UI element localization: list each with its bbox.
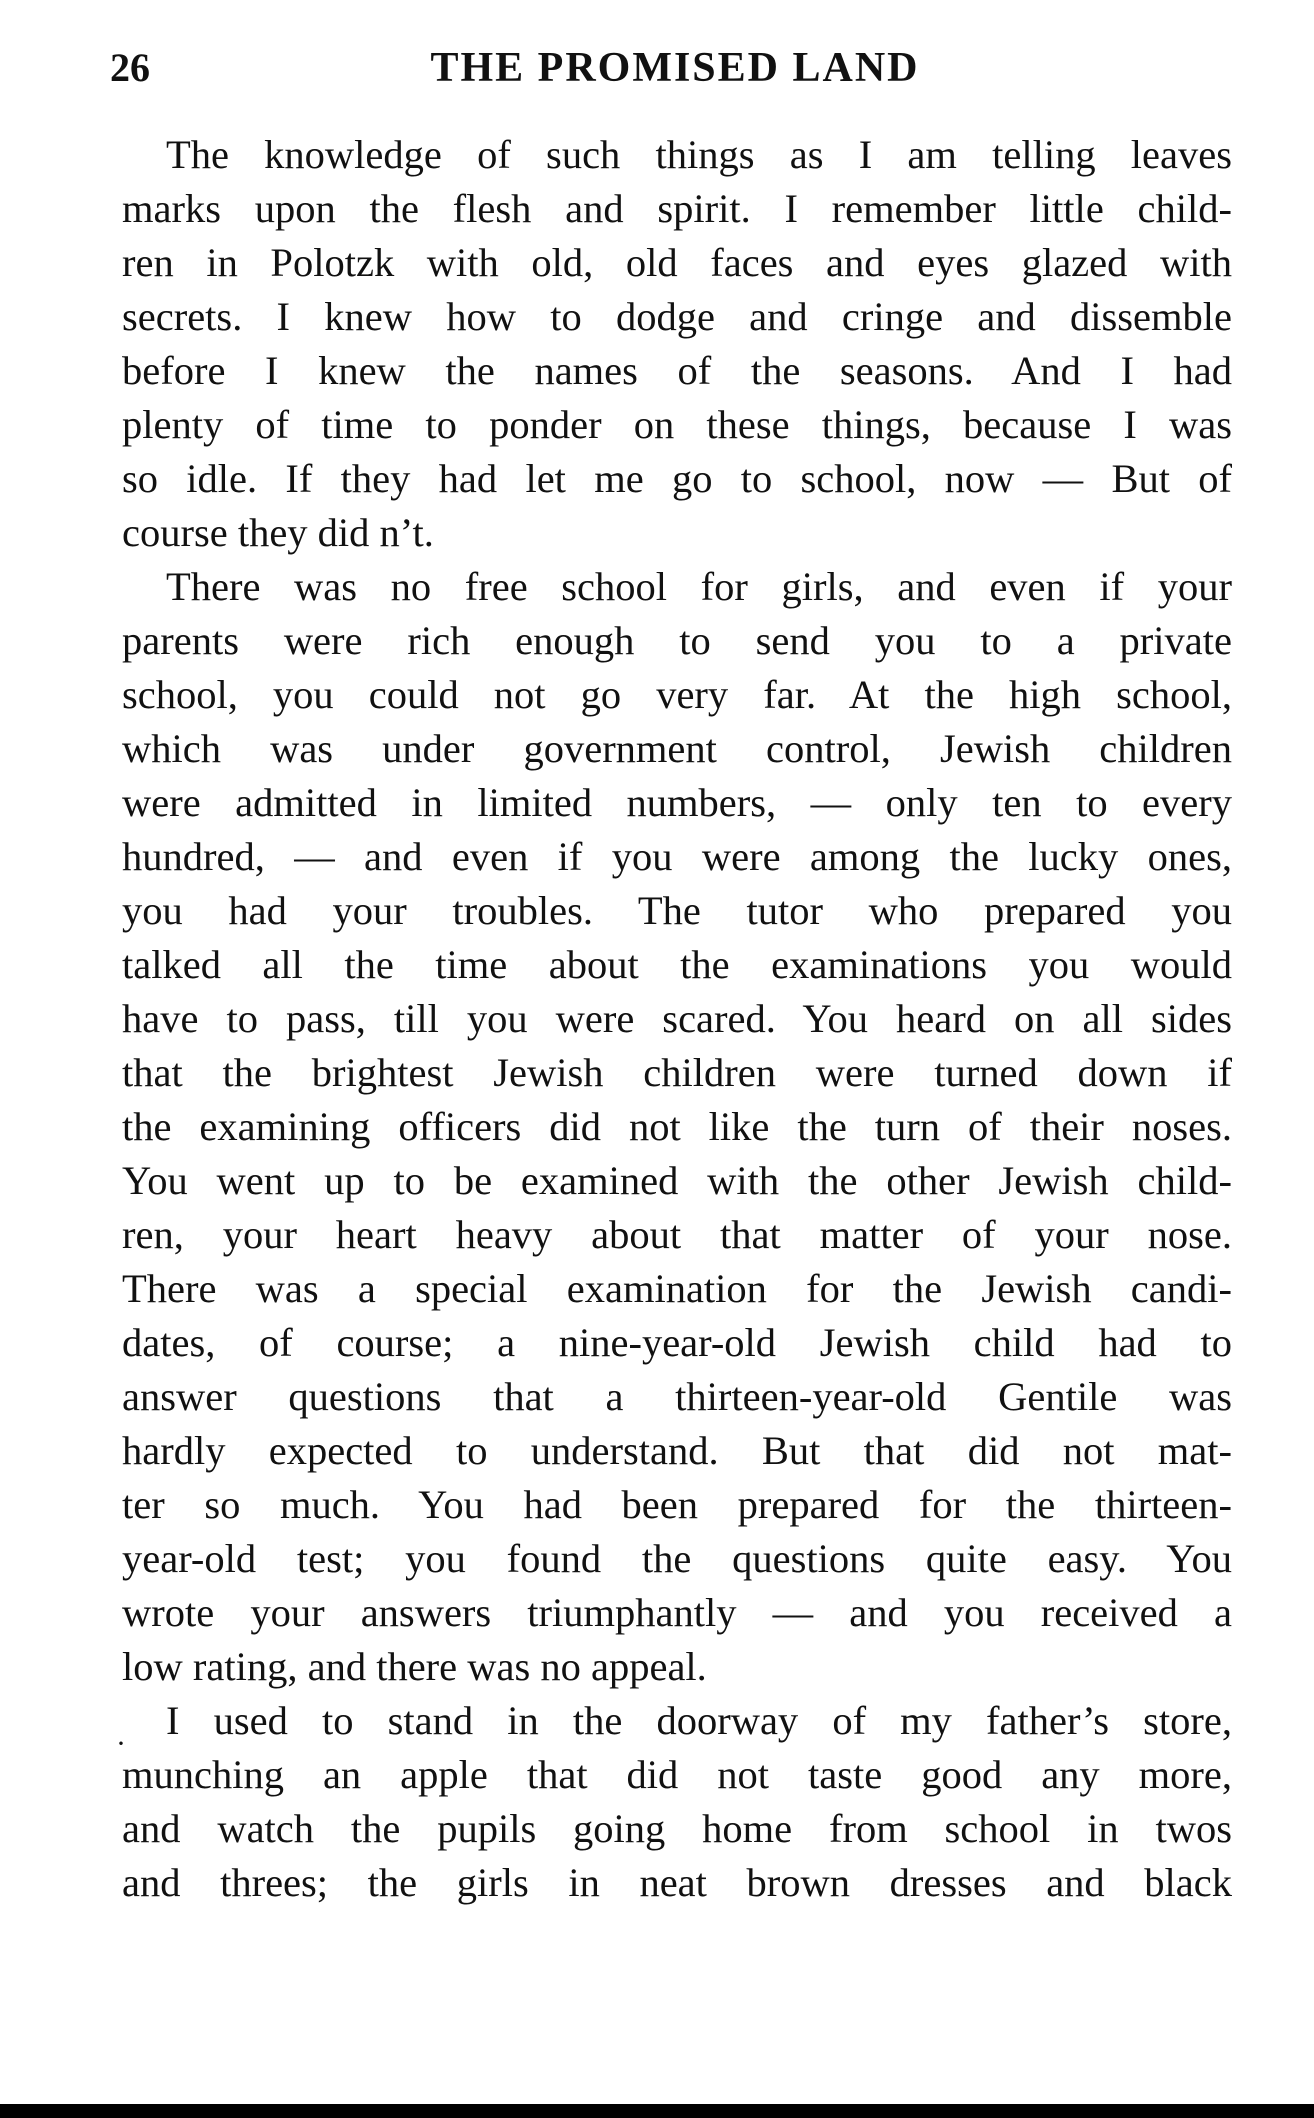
text-line: dates, of course; a nine-year-old Jewish child had to bbox=[122, 1320, 1232, 1365]
text-line: There was a special examination for the Jewish candi- bbox=[122, 1266, 1232, 1311]
text-line: which was under government control, Jewish children bbox=[122, 726, 1232, 771]
text-line: munching an apple that did not taste good any more, bbox=[122, 1752, 1232, 1797]
book-title: THE PROMISED LAND bbox=[430, 45, 920, 91]
page-number: 26 bbox=[110, 45, 150, 90]
text-line: answer questions that a thirteen-year-old Gentile was bbox=[122, 1374, 1232, 1419]
text-line: secrets. I knew how to dodge and cringe and dissemble bbox=[122, 294, 1232, 339]
text-line: so idle. If they had let me go to school, now — But of bbox=[122, 456, 1232, 501]
text-line: ren in Polotzk with old, old faces and eyes glazed with bbox=[122, 240, 1232, 285]
text-line: hundred, — and even if you were among the lucky ones, bbox=[122, 834, 1232, 879]
body-text bbox=[122, 128, 1232, 1910]
text-line: hardly expected to understand. But that did not mat- bbox=[122, 1428, 1232, 1473]
bottom-rule bbox=[0, 2104, 1314, 2118]
text-line: and threes; the girls in neat brown dresses and black bbox=[122, 1860, 1232, 1905]
text-line: parents were rich enough to send you to a private bbox=[122, 618, 1232, 663]
text-line: wrote your answers triumphantly — and you received a bbox=[122, 1590, 1232, 1635]
text-line: year-old test; you found the questions quite easy. You bbox=[122, 1536, 1232, 1581]
text-line: have to pass, till you were scared. You heard on all sides bbox=[122, 996, 1232, 1041]
text-line: you had your troubles. The tutor who prepared you bbox=[122, 888, 1232, 933]
text-line: marks upon the flesh and spirit. I remember little child- bbox=[122, 186, 1232, 231]
text-line: course they did n’t. bbox=[122, 510, 434, 555]
text-line: were admitted in limited numbers, — only ten to every bbox=[122, 780, 1232, 825]
text-line: the examining officers did not like the turn of their noses. bbox=[122, 1104, 1232, 1149]
running-head bbox=[110, 38, 1240, 98]
text-line: You went up to be examined with the other Jewish child- bbox=[122, 1158, 1232, 1203]
text-line: There was no free school for girls, and even if your bbox=[166, 564, 1232, 609]
text-line: that the brightest Jewish children were turned down if bbox=[122, 1050, 1232, 1095]
text-line: ter so much. You had been prepared for the thirteen- bbox=[122, 1482, 1232, 1527]
text-line: school, you could not go very far. At the high school, bbox=[122, 672, 1232, 717]
text-line: talked all the time about the examinations you would bbox=[122, 942, 1232, 987]
text-line: plenty of time to ponder on these things, because I was bbox=[122, 402, 1232, 447]
text-line: low rating, and there was no appeal. bbox=[122, 1644, 707, 1689]
text-line: before I knew the names of the seasons. And I had bbox=[122, 348, 1232, 393]
margin-mark: · bbox=[116, 1727, 126, 1760]
text-line: The knowledge of such things as I am telling leaves bbox=[166, 132, 1232, 177]
text-line: I used to stand in the doorway of my father’s store, bbox=[166, 1698, 1232, 1743]
text-line: ren, your heart heavy about that matter of your nose. bbox=[122, 1212, 1232, 1257]
text-line: and watch the pupils going home from school in twos bbox=[122, 1806, 1232, 1851]
